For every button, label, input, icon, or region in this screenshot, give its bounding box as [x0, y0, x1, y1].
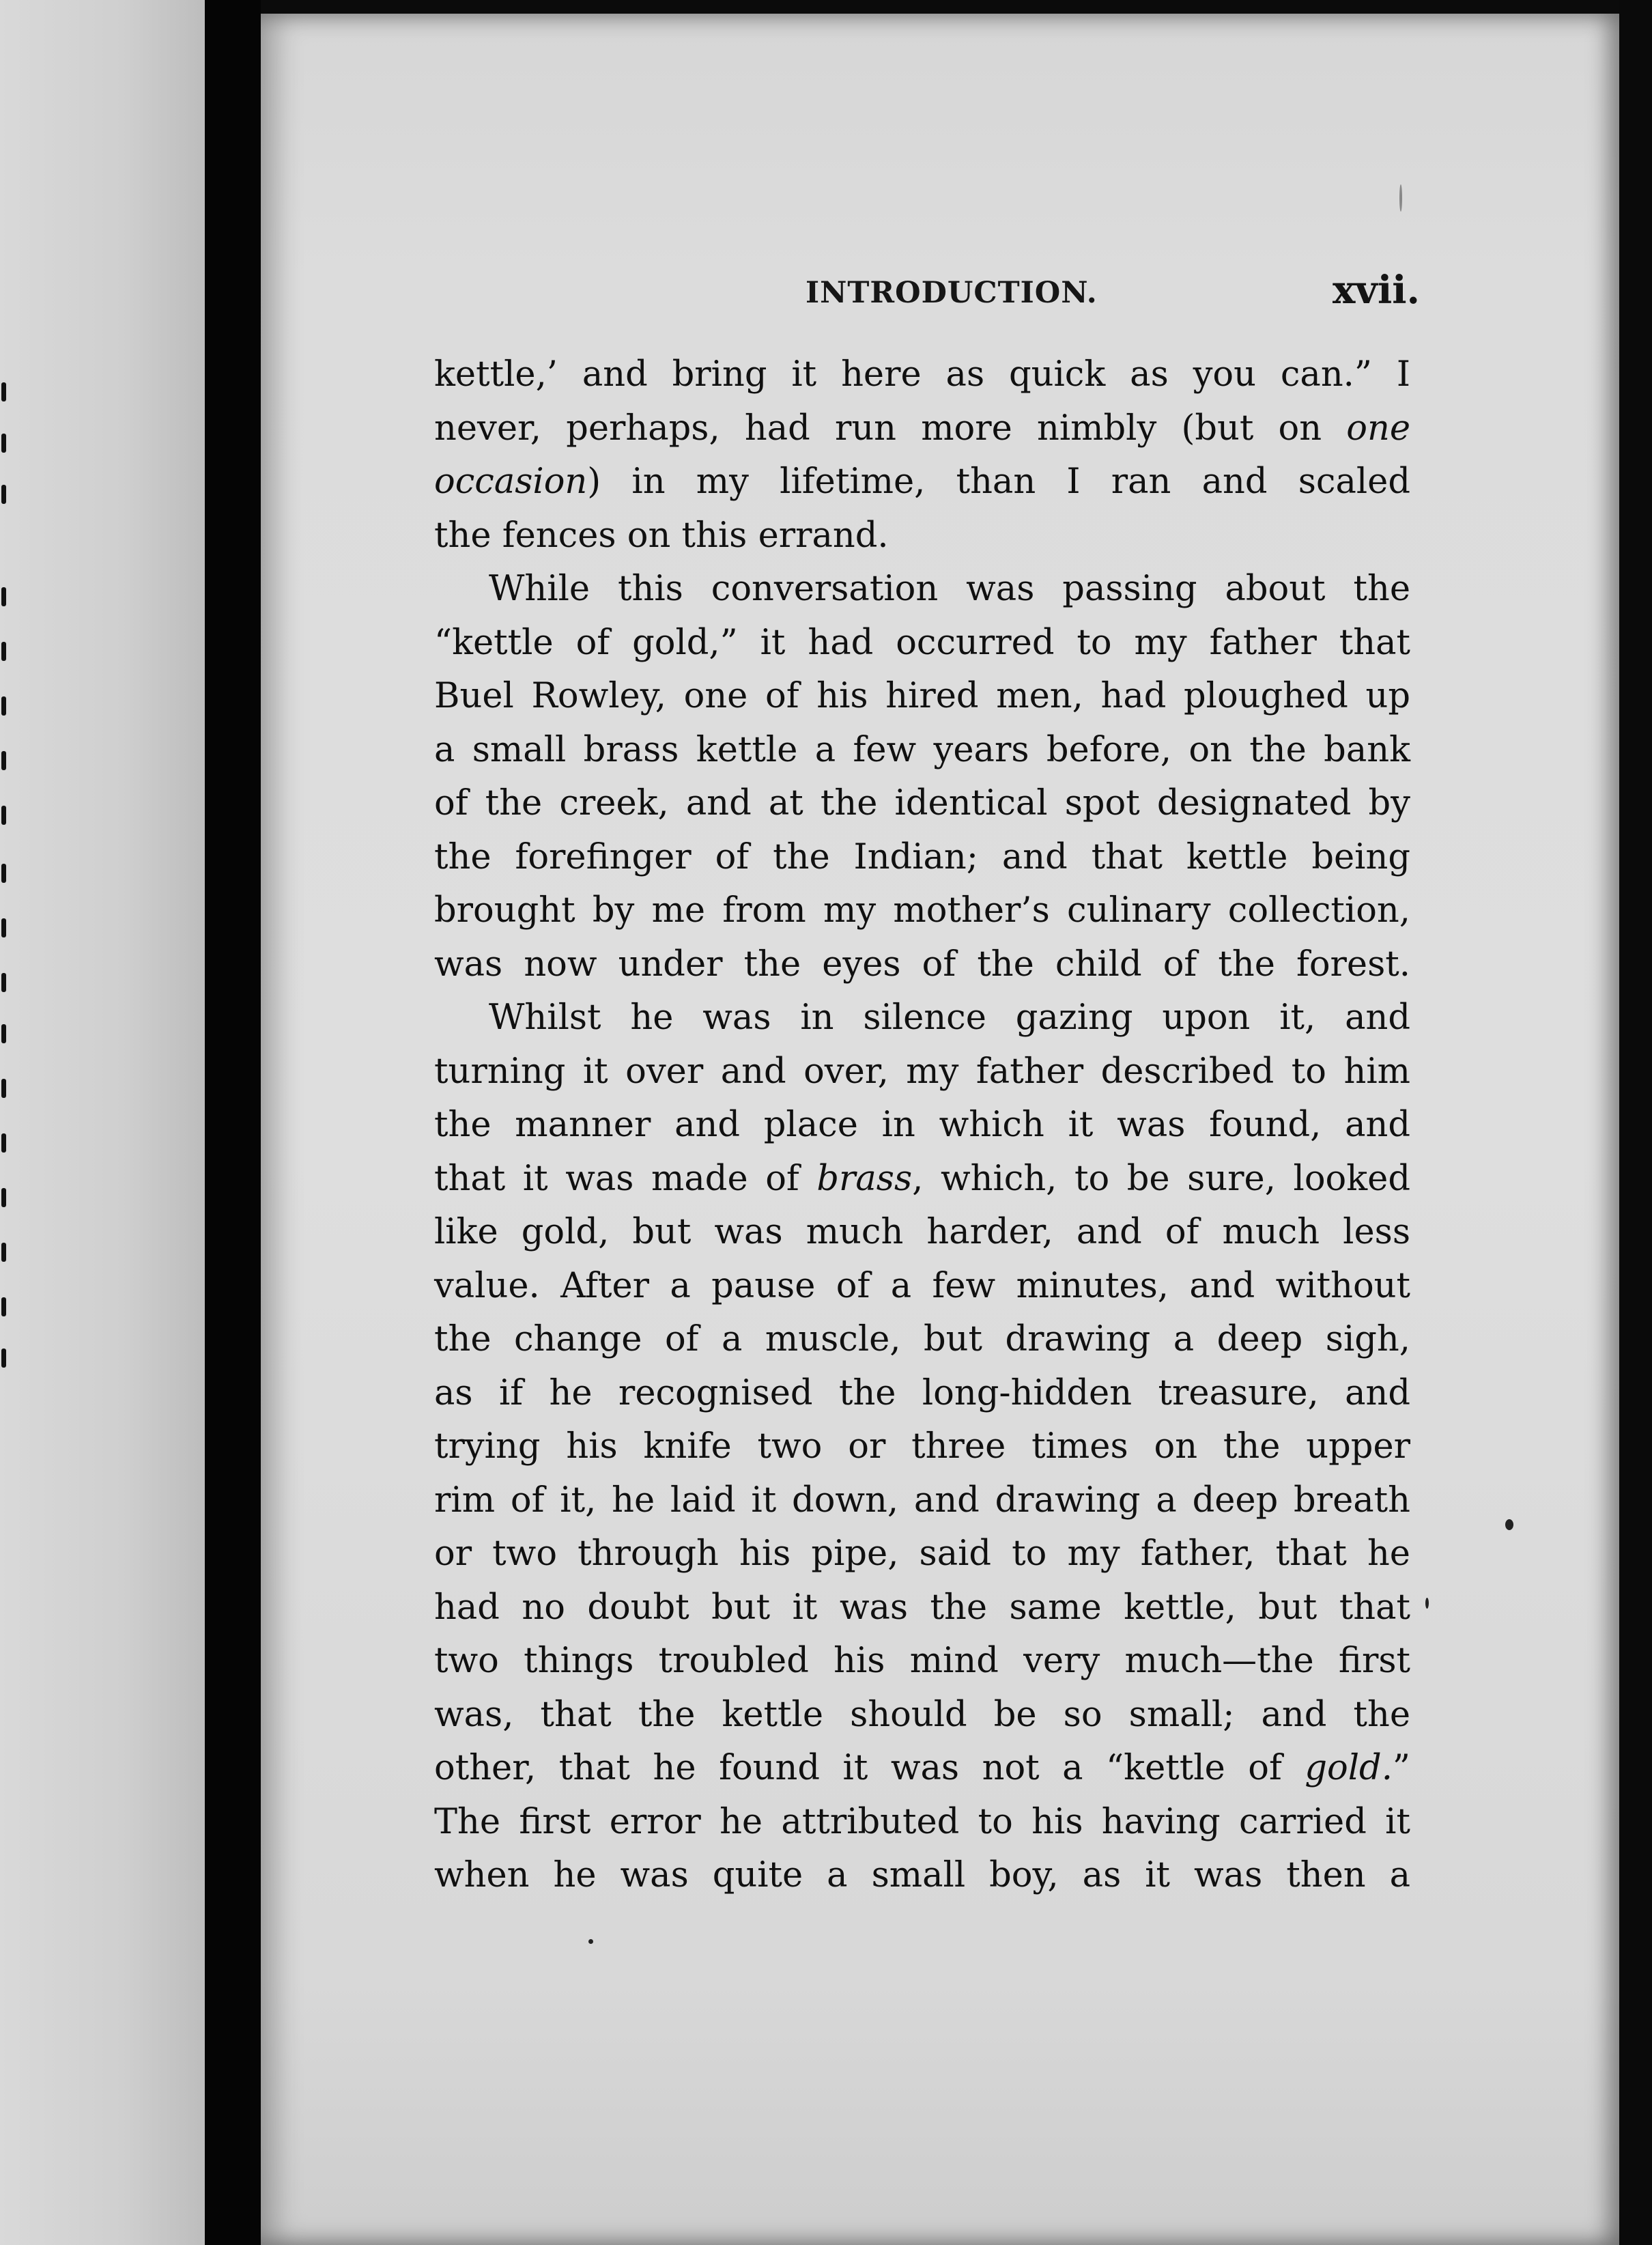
text-line: trying his knife two or three times on the upper	[434, 1426, 1410, 1467]
text-line: as if he recognised the long-hidden treasure, and	[434, 1372, 1410, 1413]
margin-mark	[1, 587, 6, 606]
text-line: the forefinger of the Indian; and that kettle being	[434, 836, 1410, 877]
text-line: occasion) in my lifetime, than I ran and scaled	[434, 462, 1410, 502]
margin-mark	[1, 1079, 6, 1098]
margin-mark	[1, 1024, 6, 1043]
scan-scratch	[1399, 184, 1402, 212]
scan-speck	[1505, 1519, 1513, 1530]
binding-gutter	[205, 0, 261, 2245]
margin-mark	[1, 485, 6, 504]
margin-mark	[1, 1297, 6, 1316]
text-line: that it was made of brass, which, to be sure, looked	[434, 1158, 1410, 1199]
facing-page-edge	[0, 0, 205, 2245]
text-line: the fences on this errand.	[434, 515, 889, 556]
text-line: Whilst he was in silence gazing upon it, and	[489, 998, 1410, 1038]
margin-mark	[1, 806, 6, 825]
text-line: Buel Rowley, one of his hired men, had ploughed up	[434, 676, 1410, 716]
text-line: kettle,’ and bring it here as quick as you can.” I	[434, 354, 1410, 395]
text-line: the manner and place in which it was found, and	[434, 1105, 1410, 1145]
margin-mark	[1, 1133, 6, 1153]
text-line: The first error he attributed to his having carried it	[434, 1801, 1410, 1842]
text-line: or two through his pipe, said to my father, that he	[434, 1534, 1410, 1574]
text-line: the change of a muscle, but drawing a deep sigh,	[434, 1319, 1410, 1359]
text-line: two things troubled his mind very much—the first	[434, 1641, 1410, 1681]
margin-mark	[1, 973, 6, 992]
margin-mark	[1, 1243, 6, 1262]
text-line: never, perhaps, had run more nimbly (but on one	[434, 408, 1410, 449]
margin-mark	[1, 696, 6, 716]
margin-mark	[1, 864, 6, 883]
text-line: of the creek, and at the identical spot designated by	[434, 783, 1410, 823]
margin-mark	[1, 918, 6, 937]
running-header	[546, 268, 1420, 322]
text-line: brought by me from my mother’s culinary collection,	[434, 890, 1410, 931]
text-line: like gold, but was much harder, and of much less	[434, 1212, 1410, 1252]
margin-mark	[1, 642, 6, 661]
scan-right-edge	[1619, 0, 1652, 2245]
text-line: turning it over and over, my father described to him	[434, 1051, 1410, 1092]
text-line: value. After a pause of a few minutes, and without	[434, 1265, 1410, 1306]
text-line: rim of it, he laid it down, and drawing a deep breath	[434, 1480, 1410, 1521]
scan-speck	[588, 1939, 593, 1944]
text-line: “kettle of gold,” it had occurred to my father that	[434, 622, 1410, 663]
text-line: when he was quite a small boy, as it was then a	[434, 1855, 1410, 1895]
text-line: had no doubt but it was the same kettle, but that	[434, 1587, 1410, 1628]
scan-speck	[1425, 1598, 1429, 1609]
page-number: xvii.	[1333, 268, 1420, 313]
body-text	[434, 348, 1410, 1903]
margin-mark	[1, 1188, 6, 1207]
margin-mark	[1, 1349, 6, 1368]
text-line: was, that the kettle should be so small; and the	[434, 1694, 1410, 1735]
running-head-title: INTRODUCTION.	[806, 276, 1098, 310]
text-line: While this conversation was passing about the	[489, 569, 1410, 609]
text-line: a small brass kettle a few years before, on the bank	[434, 729, 1410, 770]
text-line: other, that he found it was not a “kettle of gold.”	[434, 1748, 1410, 1788]
margin-mark	[1, 382, 6, 401]
margin-mark	[1, 751, 6, 770]
margin-mark	[1, 434, 6, 453]
text-line: was now under the eyes of the child of the forest.	[434, 944, 1410, 985]
